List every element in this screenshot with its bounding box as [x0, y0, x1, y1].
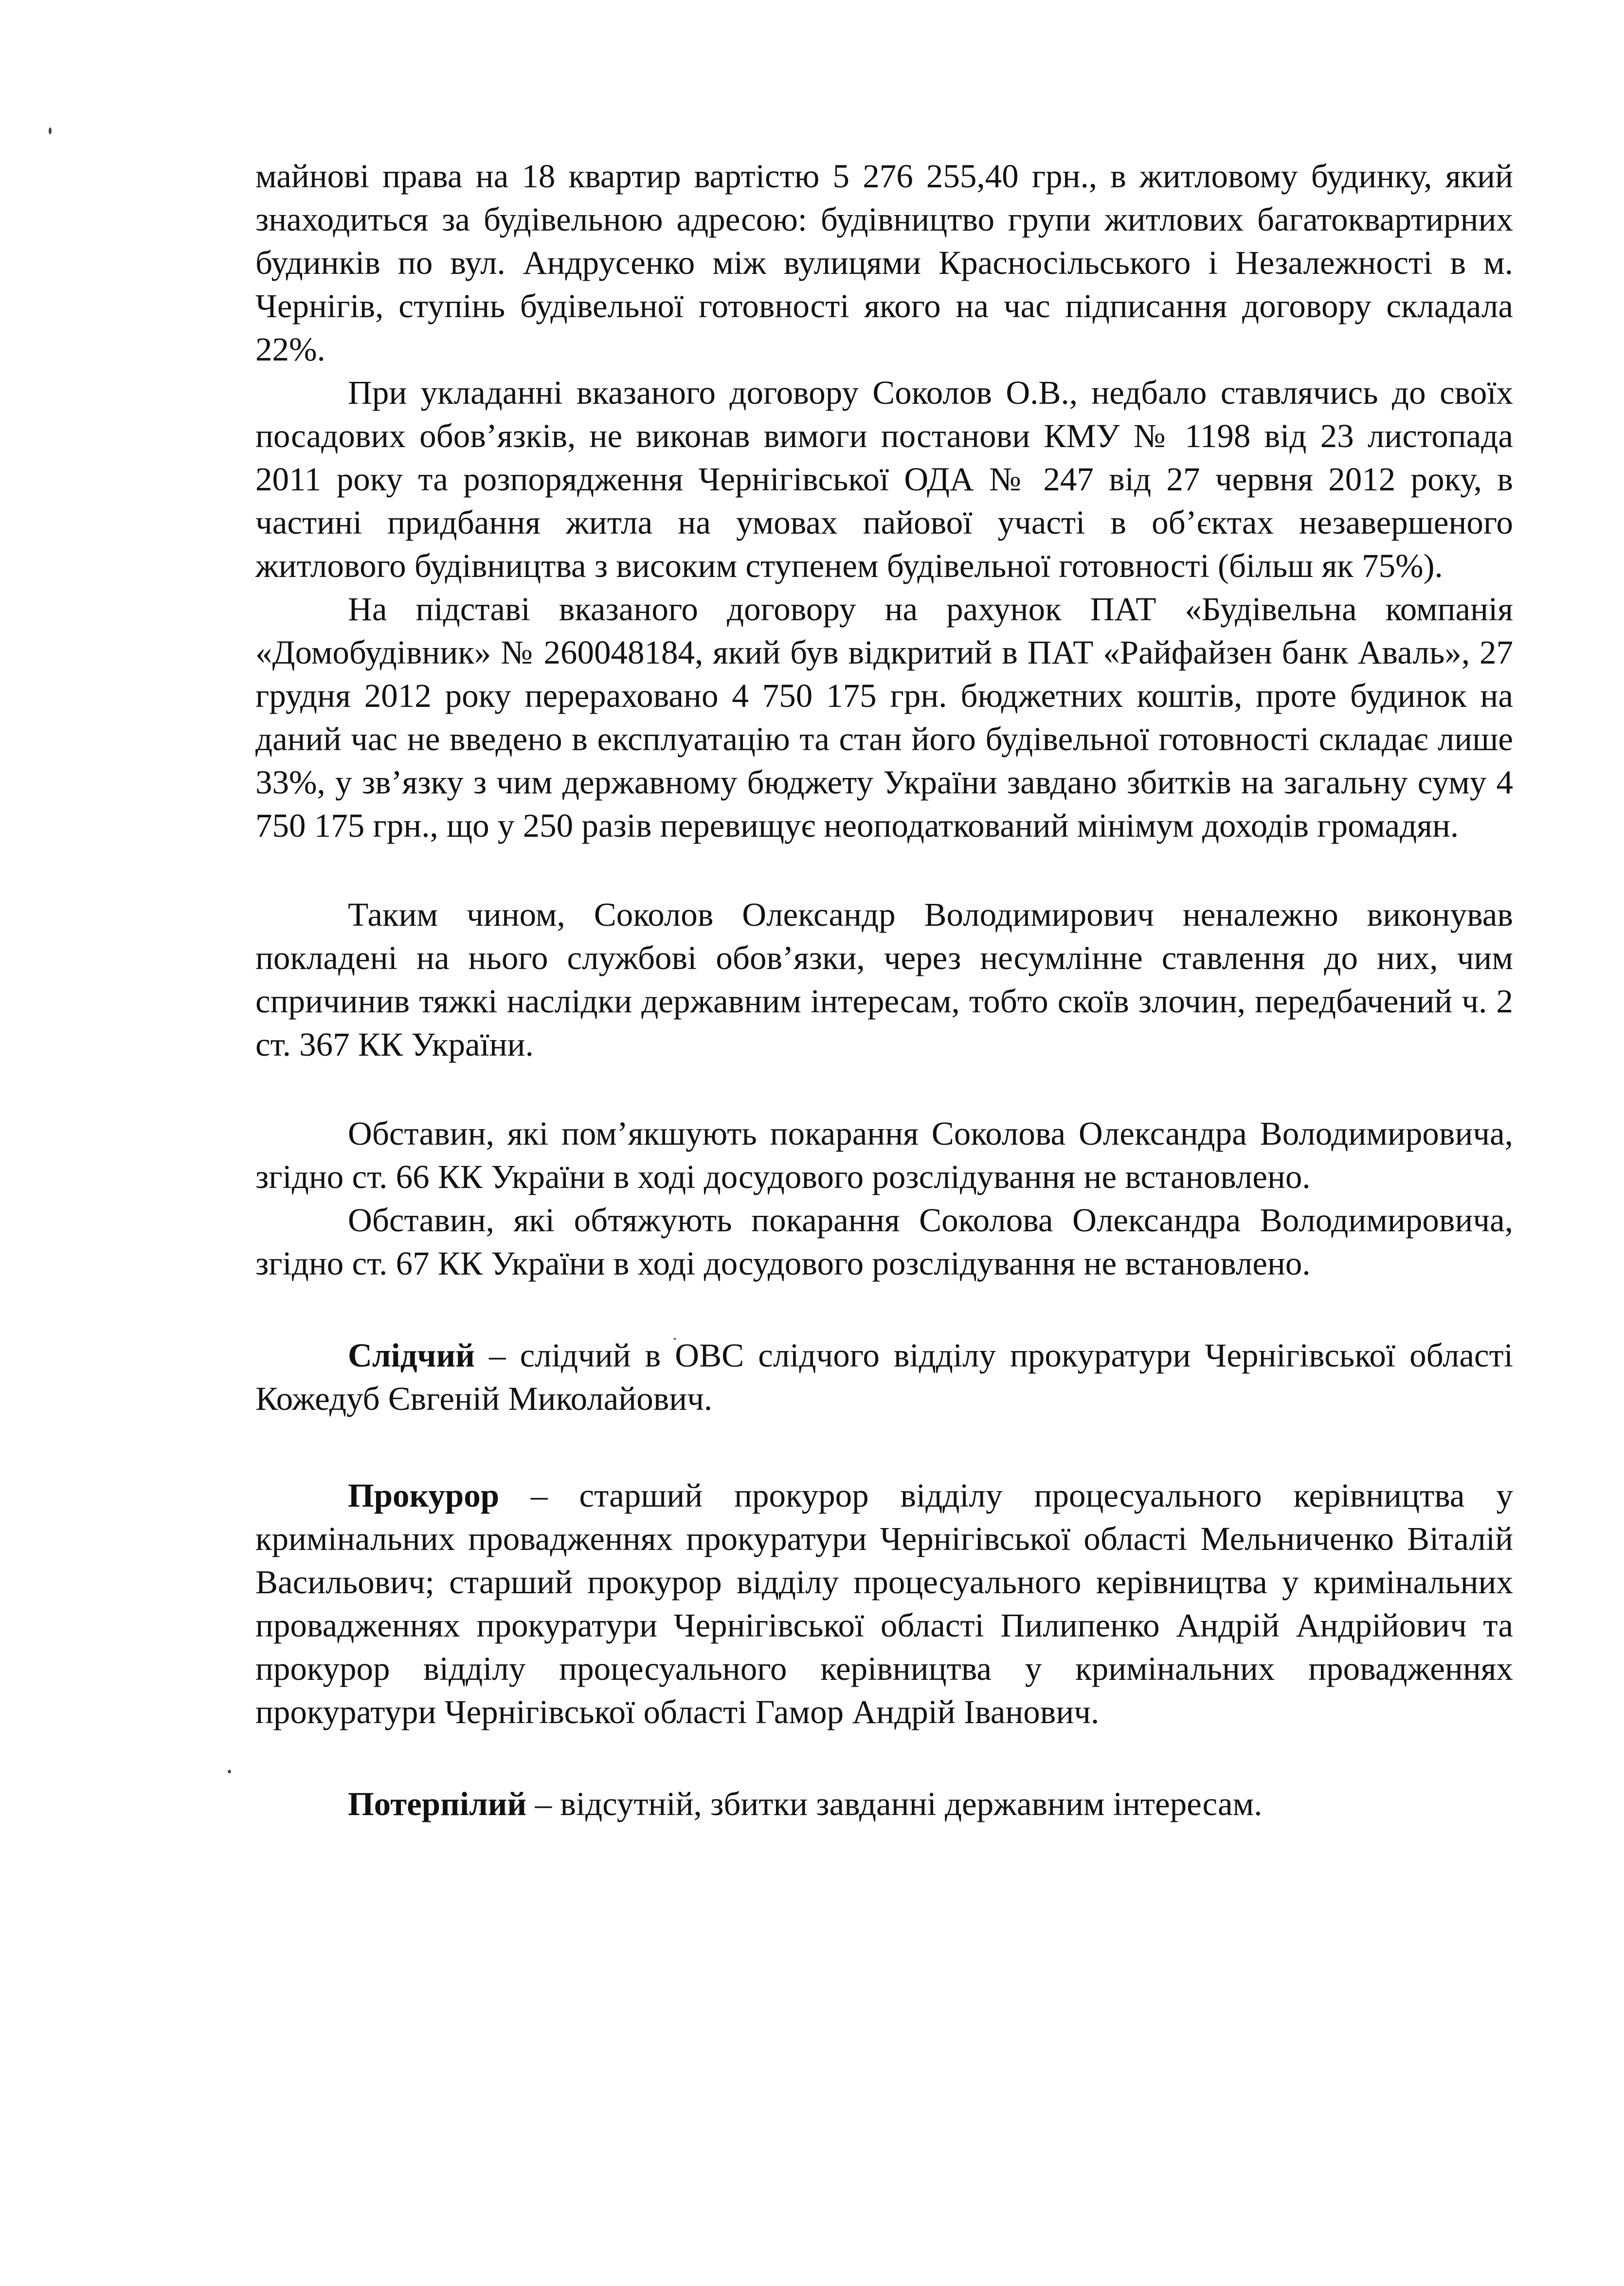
scan-mark: [49, 127, 52, 134]
paragraph-text: – слідчий в ОВС слідчого відділу прокуратури Чернігівської області Кожедуб Євгеній Миколайович.: [255, 1337, 1513, 1417]
paragraph-text: – відсутній, збитки завданні державним інтересам.: [526, 1785, 1263, 1822]
paragraph-victim: [255, 1782, 1513, 1826]
paragraph-transfer-damages: [255, 588, 1513, 847]
paragraph-text: Обставин, які пом’якшують покарання Соколова Олександра Володимировича, згідно ст. 66 КК України в ході досудового розслідування не встановлено.: [255, 1115, 1513, 1195]
paragraph-aggravating: [255, 1199, 1513, 1285]
paragraph-prosecutor: [255, 1474, 1513, 1734]
paragraph-investigator: [255, 1334, 1513, 1421]
paragraph-heading: Потерпілий: [348, 1785, 527, 1822]
document-body: [255, 155, 1513, 1826]
paragraph-mitigating: [255, 1112, 1513, 1199]
paragraph-conclusion: [255, 893, 1513, 1066]
scan-mark: [228, 1770, 231, 1773]
paragraph-text: Обставин, які обтяжують покарання Соколова Олександра Володимировича, згідно ст. 67 КК України в ході досудового розслідування не встановлено.: [255, 1202, 1513, 1282]
paragraph-negligence: [255, 371, 1513, 588]
paragraph-contract-property: [255, 155, 1513, 371]
paragraph-text: – старший прокурор відділу процесуального керівництва у кримінальних провадженнях прокуратури Чернігівської області Мельниченко Віталій Васильович; старший прокурор відділу процесуального керівництва у кримінальних провадженнях прокуратури Чернігівської області Пилипенко Андрій Андрійович та прокурор відділу процесуального керівництва у кримінальних провадженнях прокуратури Чернігівської області Гамор Андрій Іванович.: [255, 1477, 1513, 1730]
paragraph-heading: Прокурор: [348, 1477, 500, 1514]
paragraph-text: майнові права на 18 квартир вартістю 5 276 255,40 грн., в житловому будинку, який знаходиться за будівельною адресою: будівництво групи житлових багатоквартирних будинків по вул. Андрусенко між вулицями Красносільського і Незалежності в м. Чернігів, ступінь будівельної готовності якого на час підписання договору складала 22%.: [255, 158, 1513, 368]
paragraph-text: На підставі вказаного договору на рахунок ПАТ «Будівельна компанія «Домобудівник» № 260048184, який був відкритий в ПАТ «Райфайзен банк Аваль», 27 грудня 2012 року перераховано 4 750 175 грн. бюджетних коштів, проте будинок на даний час не введено в експлуатацію та стан його будівельної готовності складає лише 33%, у зв’язку з чим державному бюджету України завдано збитків на загальну суму 4 750 175 грн., що у 250 разів перевищує неоподаткований мінімум доходів громадян.: [255, 591, 1513, 844]
paragraph-text: Таким чином, Соколов Олександр Володимирович неналежно виконував покладені на нього службові обов’язки, через несумлінне ставлення до них, чим спричинив тяжкі наслідки державним інтересам, тобто скоїв злочин, передбачений ч. 2 ст. 367 КК України.: [255, 896, 1513, 1063]
paragraph-heading: Слідчий: [348, 1337, 475, 1374]
paragraph-text: При укладанні вказаного договору Соколов О.В., недбало ставлячись до своїх посадових обов’язків, не виконав вимоги постанови КМУ № 1198 від 23 листопада 2011 року та розпорядження Чернігівської ОДА № 247 від 27 червня 2012 року, в частині придбання житла на умовах пайової участі в об’єктах незавершеного житлового будівництва з високим ступенем будівельної готовності (більш як 75%).: [255, 374, 1513, 584]
